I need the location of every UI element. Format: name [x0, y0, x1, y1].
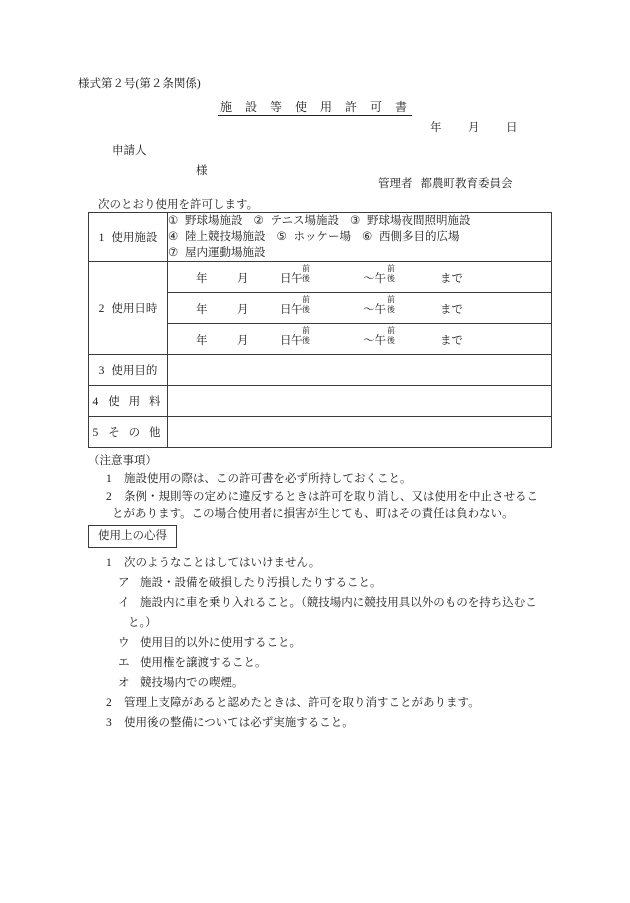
dt3-tilde: 〜午: [363, 335, 386, 347]
note-text-2-cont: とがあります。この場合使用者に損害が生じても、町はその責任は負わない。: [112, 508, 514, 520]
row-number-5: 5: [92, 427, 99, 439]
note-number-2: 2: [106, 491, 112, 503]
dt1-day: 日: [280, 273, 292, 285]
datetime-row-1: [168, 262, 551, 292]
facility-name-1: 野球場施設: [185, 215, 243, 227]
dt1-ampm-start[interactable]: [302, 264, 310, 283]
row-label-text-3: 使用目的: [111, 365, 158, 377]
other-value-cell[interactable]: [168, 417, 552, 448]
row-label-text-4: 使 用 料: [108, 396, 164, 408]
dt1-pm-start: 後: [302, 273, 310, 283]
guideline-text-2: 管理上支障があると認めたときは、許可を取り消すことがあります。: [124, 697, 480, 709]
dt3-until: まで: [440, 335, 463, 347]
facility-name-5: ホッケー場: [293, 231, 351, 243]
guideline-text-i-cont: と。）: [128, 617, 157, 629]
facility-line-1: [168, 213, 551, 229]
guideline-number-i: イ: [118, 597, 130, 609]
applicant-label: 申請人: [112, 145, 147, 157]
facility-name-3: 野球場夜間照明施設: [367, 215, 471, 227]
circled-6-icon: ⑥: [362, 231, 373, 243]
dt3-gozen: 午: [291, 335, 303, 347]
dt2-until: まで: [440, 304, 463, 316]
usage-guidelines-box: [88, 525, 177, 548]
row-number-2: 2: [98, 303, 105, 315]
dt2-ampm-end[interactable]: [387, 295, 395, 314]
notes-heading: （注意事項）: [88, 455, 157, 467]
dt2-pm-end: 後: [387, 304, 395, 314]
guideline-number-u: ウ: [118, 637, 130, 649]
guideline-item-u: [88, 633, 568, 653]
lead-in-text: 次のとおり使用を許可します。: [98, 199, 259, 211]
permit-form-table: [88, 212, 552, 448]
row-label-text-5: そ の 他: [108, 427, 164, 439]
dt1-pm-end: 後: [387, 273, 395, 283]
guideline-item-a: [88, 573, 568, 593]
facility-name-7: 屋内運動場施設: [185, 247, 266, 259]
dt3-pm-start: 後: [302, 335, 310, 345]
guideline-text-3: 使用後の整備については必ず実施すること。: [124, 717, 354, 729]
guideline-text-e: 使用権を譲渡すること。: [140, 657, 267, 669]
circled-5-icon: ⑤: [276, 231, 287, 243]
fee-value-cell[interactable]: [168, 386, 552, 417]
dt2-tilde: 〜午: [363, 304, 386, 316]
row-label-text-1: 使用施設: [111, 232, 158, 244]
dt3-am-end: 前: [387, 326, 395, 335]
note-item-2: [88, 489, 568, 523]
guideline-number-a: ア: [118, 577, 130, 589]
facility-option-2[interactable]: [254, 213, 340, 229]
guideline-text-1: 次のようなことはしてはいけません。: [124, 557, 321, 569]
datetime-cell-3[interactable]: [168, 324, 552, 355]
facility-option-3[interactable]: [350, 213, 471, 229]
guideline-item-3: [88, 713, 568, 733]
dt3-ampm-end[interactable]: [387, 326, 395, 345]
circled-7-icon: ⑦: [168, 247, 179, 259]
dt3-month: 月: [237, 335, 249, 347]
guideline-item-o: [88, 673, 568, 693]
document-title-text: 施 設 等 使 用 許 可 書: [219, 100, 412, 114]
guideline-text-u: 使用目的以外に使用すること。: [140, 637, 301, 649]
facility-line-3: [168, 245, 551, 261]
dt2-pm-start: 後: [302, 304, 310, 314]
table-row-fee: [89, 386, 552, 417]
date-day-label: 日: [506, 122, 518, 134]
date-month-label: 月: [468, 122, 480, 134]
dt3-day: 日: [280, 335, 292, 347]
dt2-am-start: 前: [302, 295, 310, 304]
dt1-gozen: 午: [291, 273, 303, 285]
notes-section: [88, 452, 568, 524]
dt3-year: 年: [196, 335, 208, 347]
guideline-number-o: オ: [118, 677, 130, 689]
dt1-until: まで: [440, 273, 463, 285]
dt1-am-start: 前: [302, 264, 310, 273]
date-line: [430, 119, 544, 135]
note-number-1: 1: [106, 473, 112, 485]
dt1-am-end: 前: [387, 264, 395, 273]
dt2-gozen: 午: [291, 304, 303, 316]
document-title: [0, 98, 630, 115]
guideline-text-o: 競技場内での喫煙。: [140, 677, 244, 689]
note-text-2: 条例・規則等の定めに違反するときは許可を取り消し、又は使用を中止させるこ: [124, 491, 538, 503]
facility-option-5[interactable]: [277, 229, 352, 245]
guideline-number-2: 2: [106, 697, 112, 709]
table-row-purpose: [89, 355, 552, 386]
row-label-facility: [89, 213, 168, 262]
dt2-day: 日: [280, 304, 292, 316]
guideline-item-2: [88, 693, 568, 713]
circled-1-icon: ①: [168, 215, 179, 227]
table-row-datetime-1: [89, 262, 552, 293]
datetime-row-3: [168, 324, 551, 354]
manager-name: 都農町教育委員会: [420, 178, 513, 190]
usage-guidelines-label: 使用上の心得: [98, 530, 167, 542]
note-text-1: 施設使用の際は、この許可書を必ず所持しておくこと。: [124, 473, 412, 485]
row-label-purpose: [89, 355, 168, 386]
guideline-number-3: 3: [106, 717, 112, 729]
facility-option-1[interactable]: [168, 213, 243, 229]
note-item-1: [88, 471, 568, 488]
facility-option-7[interactable]: [168, 245, 266, 261]
row-number-4: 4: [92, 396, 99, 408]
usage-guidelines-list: [88, 553, 568, 733]
row-number-3: 3: [98, 365, 105, 377]
row-label-other: [89, 417, 168, 448]
dt2-month: 月: [237, 304, 249, 316]
guideline-text-a: 施設・設備を破損したり汚損したりすること。: [140, 577, 382, 589]
guideline-number-e: エ: [118, 657, 130, 669]
row-label-text-2: 使用日時: [111, 303, 158, 315]
manager-line: [378, 175, 513, 191]
manager-label: 管理者: [378, 178, 413, 190]
table-row-other: [89, 417, 552, 448]
row-label-fee: [89, 386, 168, 417]
dt1-ampm-end[interactable]: [387, 264, 395, 283]
circled-3-icon: ③: [350, 215, 361, 227]
facility-line-2: [168, 229, 551, 245]
dt3-ampm-start[interactable]: [302, 326, 310, 345]
datetime-row-2: [168, 293, 551, 323]
dt3-am-start: 前: [302, 326, 310, 335]
guideline-item-i: [88, 593, 568, 633]
facility-option-4[interactable]: [168, 229, 266, 245]
row-number-1: 1: [98, 232, 105, 244]
guideline-number-1: 1: [106, 557, 112, 569]
row-label-datetime: [89, 262, 168, 355]
guideline-item-1: [88, 553, 568, 573]
datetime-cell-2[interactable]: [168, 293, 552, 324]
dt2-year: 年: [196, 304, 208, 316]
dt3-pm-end: 後: [387, 335, 395, 345]
guideline-text-i: 施設内に車を乗り入れること。（競技場内に競技用具以外のものを持ち込むこ: [140, 597, 537, 609]
dt1-month: 月: [237, 273, 249, 285]
datetime-cell-1[interactable]: [168, 262, 552, 293]
facility-options-cell: [168, 213, 552, 262]
form-number: 様式第２号(第２条関係): [78, 78, 201, 90]
circled-2-icon: ②: [253, 215, 264, 227]
facility-option-6[interactable]: [362, 229, 460, 245]
facility-name-4: 陸上競技場施設: [185, 231, 266, 243]
honorific-label: 様: [196, 165, 208, 177]
facility-name-2: テニス場施設: [270, 215, 340, 227]
circled-4-icon: ④: [168, 231, 179, 243]
table-row-facility: [89, 213, 552, 262]
dt2-am-end: 前: [387, 295, 395, 304]
dt2-ampm-start[interactable]: [302, 295, 310, 314]
facility-name-6: 西側多目的広場: [379, 231, 460, 243]
purpose-value-cell[interactable]: [168, 355, 552, 386]
dt1-year: 年: [196, 273, 208, 285]
date-year-label: 年: [430, 122, 442, 134]
dt1-tilde: 〜午: [363, 273, 386, 285]
guideline-item-e: [88, 653, 568, 673]
